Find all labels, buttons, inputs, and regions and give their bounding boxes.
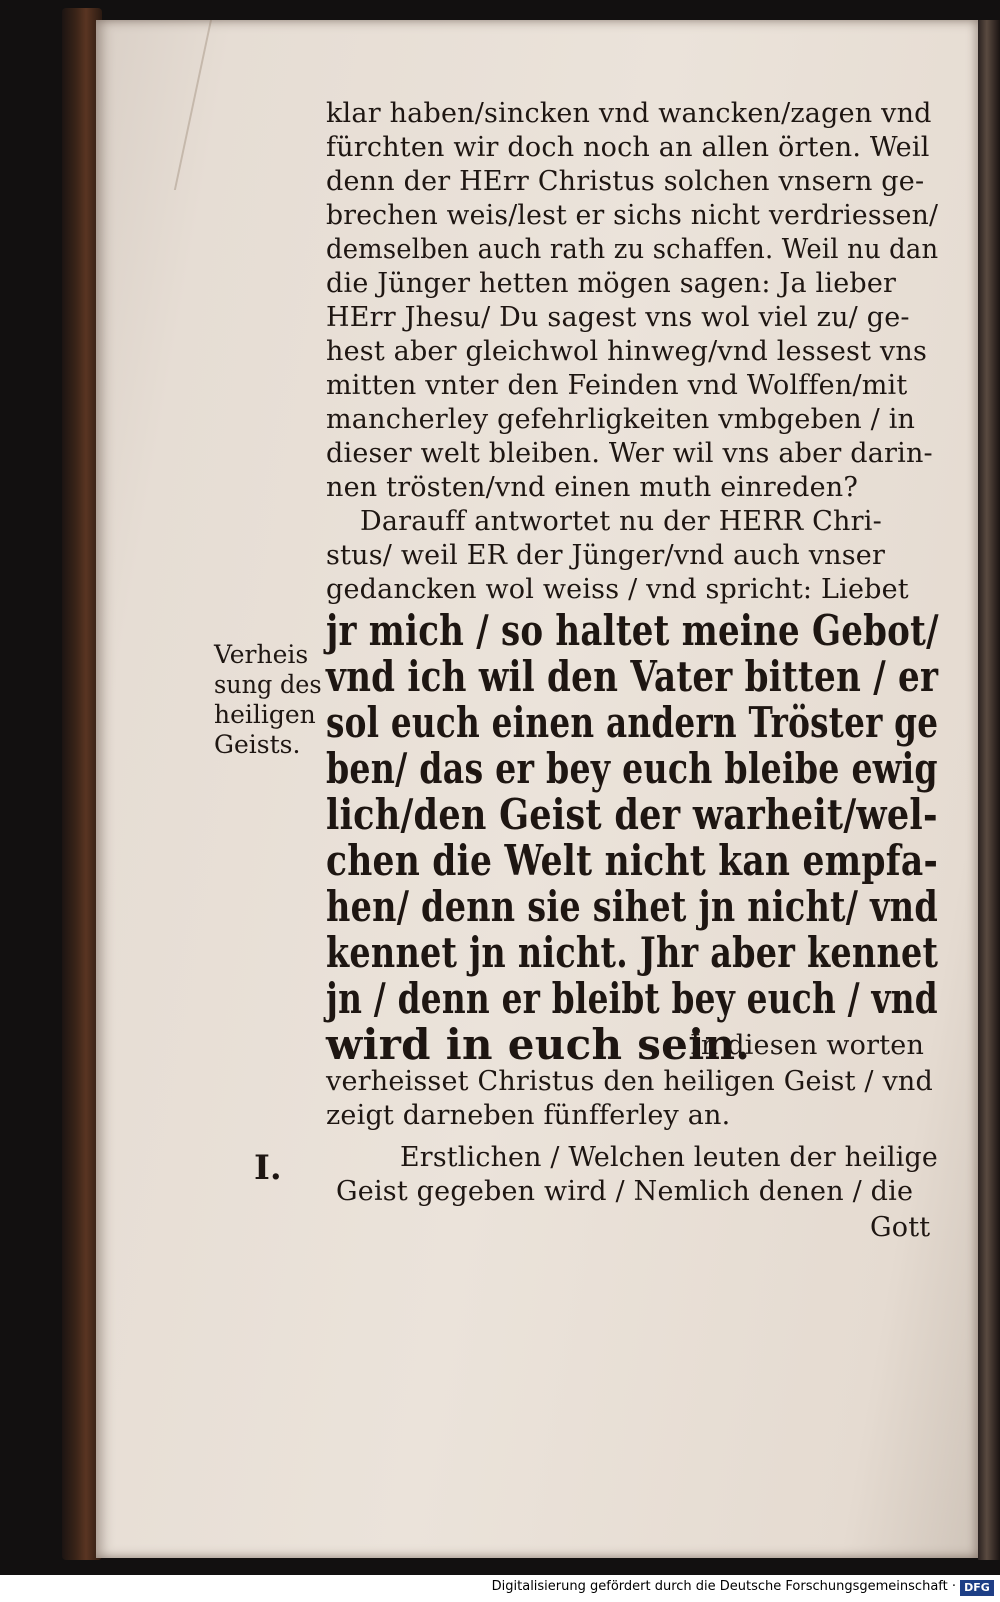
text-line: Darauff antwortet nu der HERR Chri- (360, 506, 882, 537)
text-line: In diesen worten (690, 1030, 925, 1061)
dfg-logo: DFG (960, 1580, 994, 1596)
section-line: Geist gegeben wird / Nemlich denen / die (336, 1176, 914, 1207)
text-line: die Jünger hetten mögen sagen: Ja lieber (326, 268, 897, 299)
quote-line: jr mich / so haltet meine Gebot/ (326, 606, 939, 655)
footer-bar (0, 1575, 1000, 1602)
text-line: nen trösten/vnd einen muth einreden? (326, 472, 859, 503)
quote-line: chen die Welt nicht kan empfa- (326, 836, 939, 885)
funding-credit: Digitalisierung gefördert durch die Deutsche Forschungsgemeinschaft · (491, 1579, 956, 1594)
quote-line: jn / denn er bleibt bey euch / vnd (326, 974, 938, 1023)
text-line: zeigt darneben fünfferley an. (326, 1100, 731, 1131)
page-edge-strip (978, 20, 1000, 1560)
text-line: demselben auch rath zu schaffen. Weil nu dan (326, 234, 939, 265)
text-line: denn der HErr Christus solchen vnsern ge- (326, 166, 925, 197)
text-line: mancherley gefehrligkeiten vmbgeben / in (326, 404, 916, 435)
marginal-line: Verheis (214, 640, 309, 669)
text-line: verheisset Christus den heiligen Geist / vnd (326, 1066, 934, 1097)
text-line: HErr Jhesu/ Du sagest vns wol viel zu/ ge- (326, 302, 910, 333)
quote-line: lich/den Geist der warheit/wel- (326, 790, 938, 839)
text-line: gedancken wol weiss / vnd spricht: Liebet (326, 574, 909, 605)
quote-line: hen/ denn sie sihet jn nicht/ vnd (326, 882, 939, 931)
text-line: klar haben/sincken vnd wancken/zagen vnd (326, 98, 932, 129)
section-line: Erstlichen / Welchen leuten der heilige (400, 1142, 939, 1173)
marginal-line: Geists. (214, 730, 301, 759)
quote-line: vnd ich wil den Vater bitten / er (326, 652, 939, 701)
text-line: stus/ weil ER der Jünger/vnd auch vnser (326, 540, 886, 571)
quote-line: kennet jn nicht. Jhr aber kennet (326, 928, 939, 977)
catchword: Gott (870, 1212, 931, 1243)
text-line: fürchten wir doch noch an allen örten. Weil (326, 132, 930, 163)
marginal-line: sung des (214, 670, 322, 699)
quote-line: sol euch einen andern Tröster ge (326, 698, 939, 747)
text-line: mitten vnter den Feinden vnd Wolffen/mit (326, 370, 908, 401)
section-number: I. (254, 1148, 282, 1188)
quote-line: ben/ das er bey euch bleibe ewig (326, 744, 938, 793)
text-line: hest aber gleichwol hinweg/vnd lessest vns (326, 336, 928, 367)
quote-line: wird in euch sein. (326, 1020, 751, 1069)
text-line: dieser welt bleiben. Wer wil vns aber darin- (326, 438, 933, 469)
marginal-line: heiligen (214, 700, 316, 729)
text-line: brechen weis/lest er sichs nicht verdriessen/ (326, 200, 939, 231)
